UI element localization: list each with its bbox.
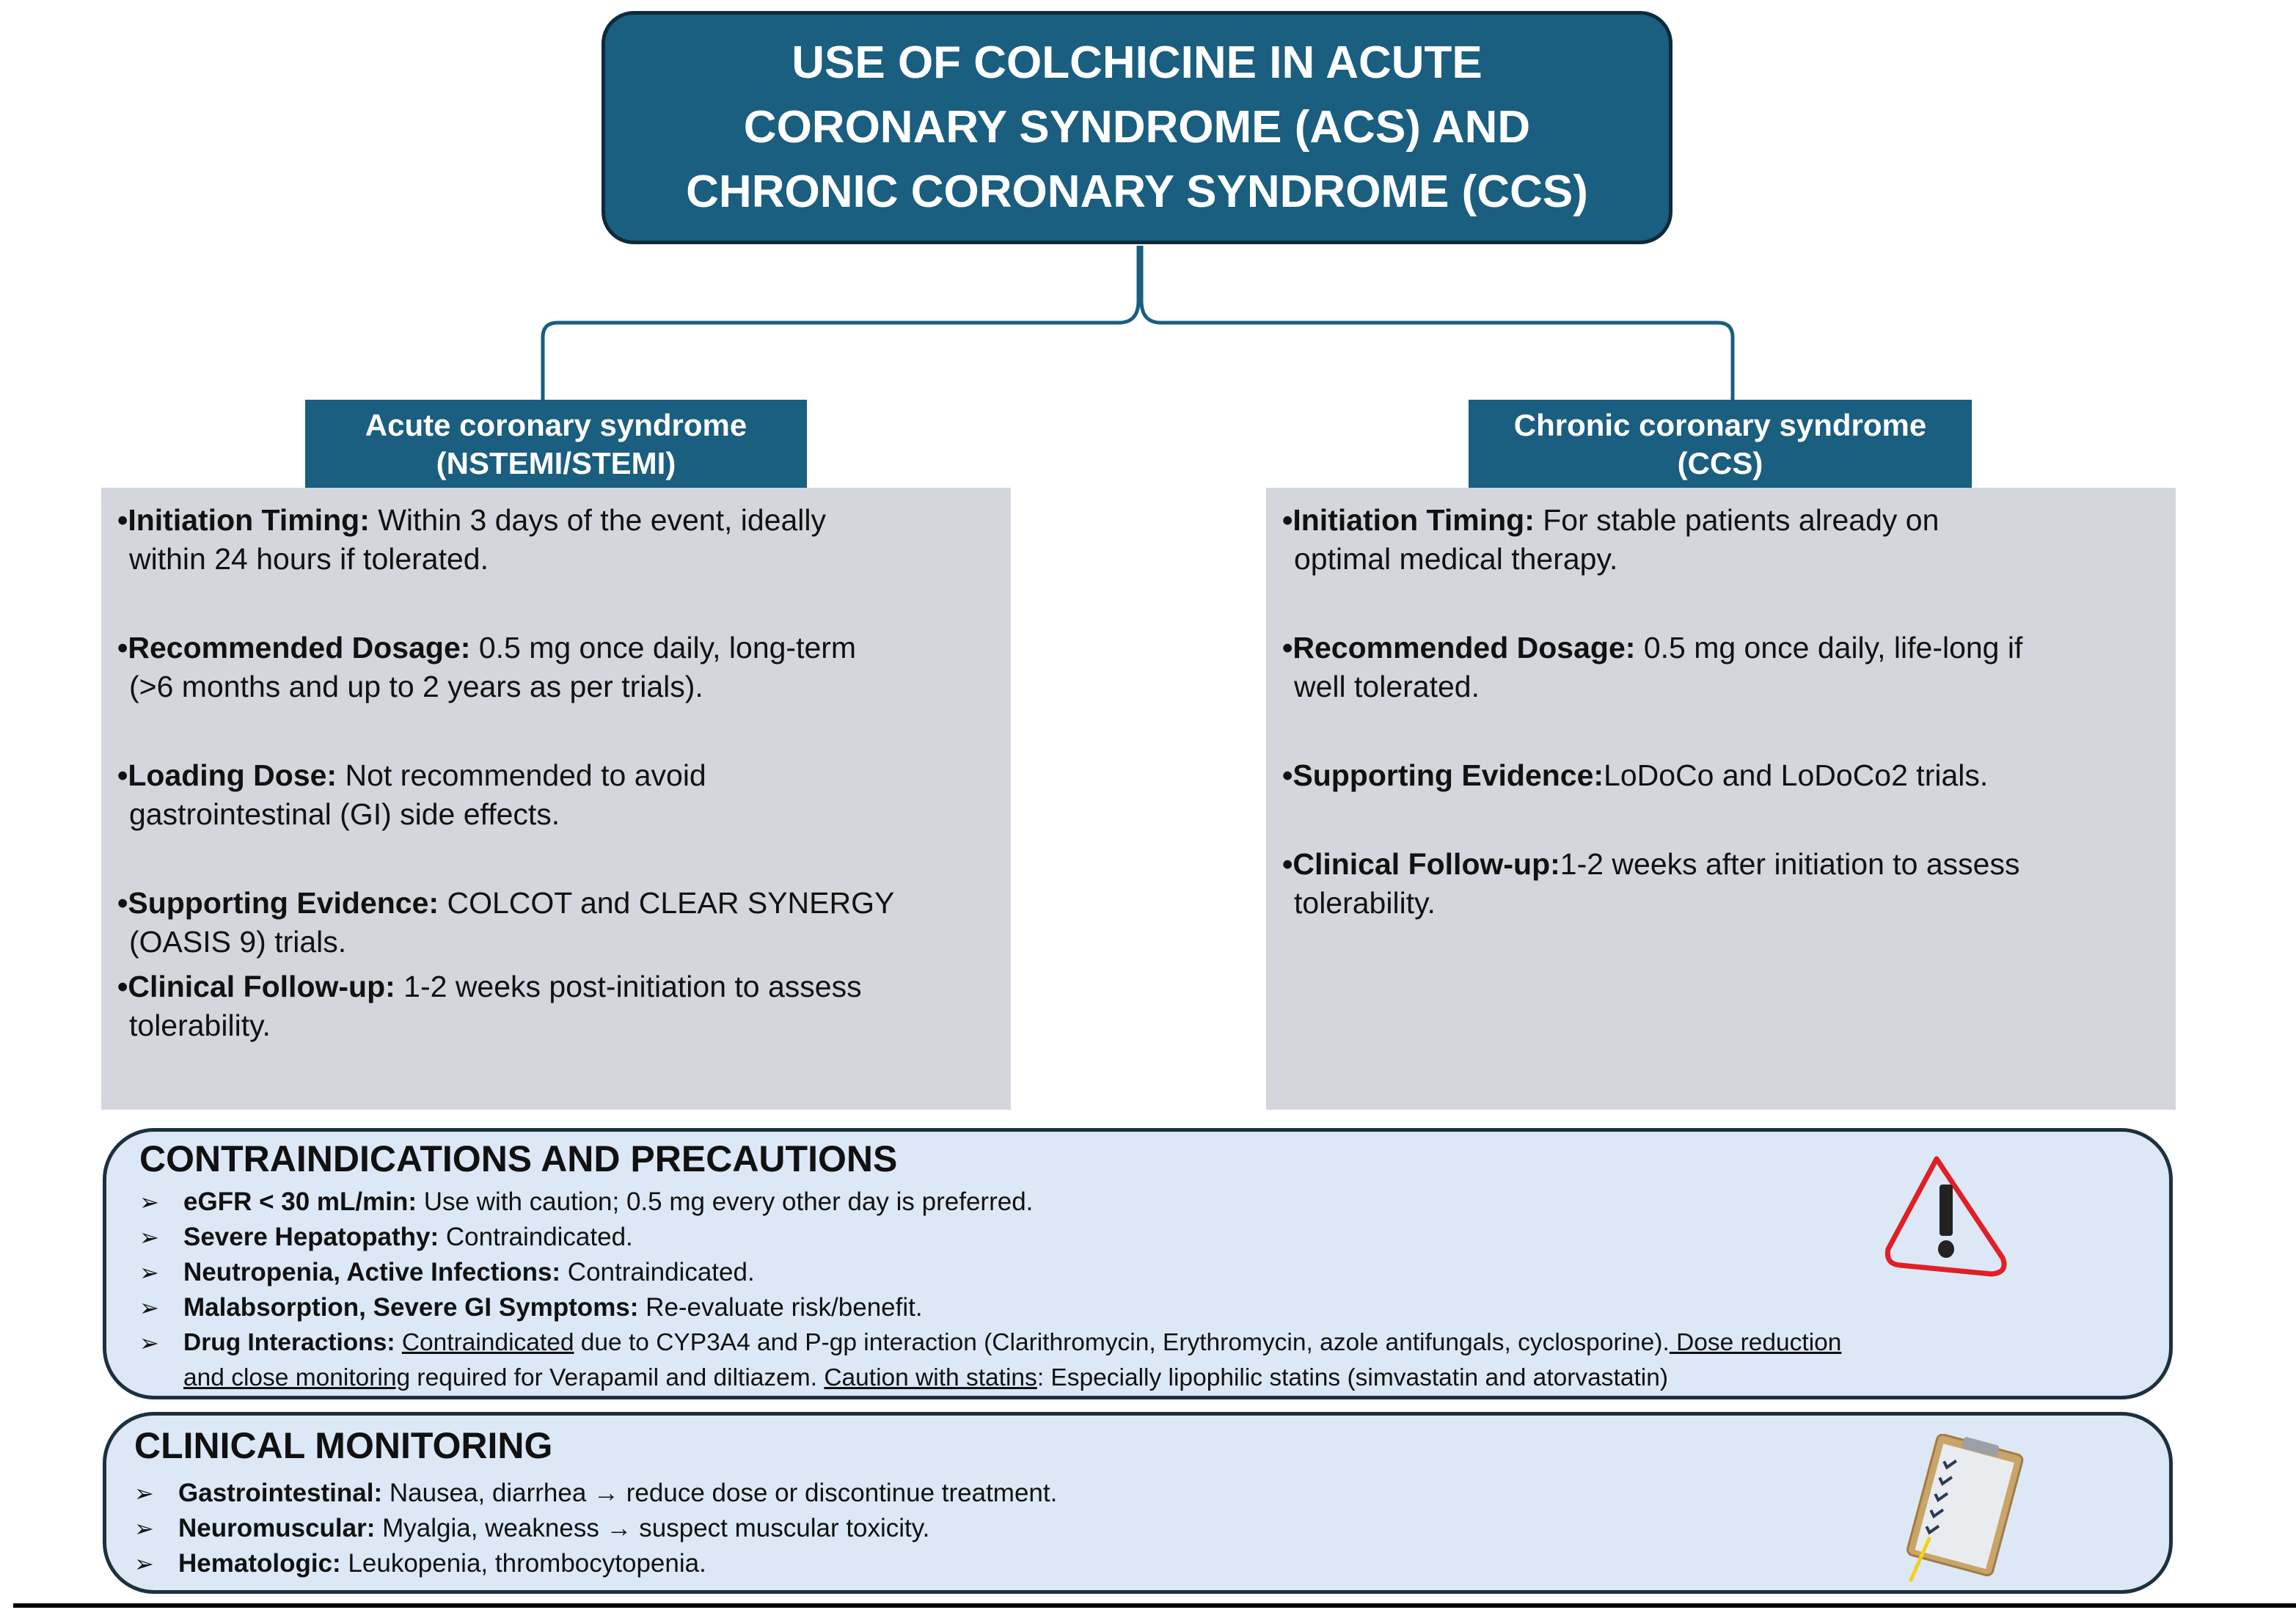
acs-panel xyxy=(101,488,1011,1110)
acs-header-line: (NSTEMI/STEMI) xyxy=(436,446,676,480)
monitoring-list xyxy=(134,1476,1895,1581)
arrow-bullet-icon: ➢ xyxy=(139,1259,159,1286)
arrow-bullet-icon: ➢ xyxy=(134,1551,154,1577)
list-item: ➢ eGFR < 30 mL/min: Use with caution; 0.5 mg every other day is preferred. xyxy=(139,1185,2149,1220)
title-line: USE OF COLCHICINE IN ACUTE xyxy=(791,37,1482,88)
clinical-monitoring-title: CLINICAL MONITORING xyxy=(134,1425,553,1466)
contraindications-box xyxy=(103,1128,2173,1399)
ccs-item: •Supporting Evidence:LoDoCo and LoDoCo2 trials. xyxy=(1282,758,1989,792)
list-item: ➢ Neutropenia, Active Infections: Contraindicated. xyxy=(139,1255,2149,1290)
list-item: ➢ Severe Hepatopathy: Contraindicated. xyxy=(139,1220,2149,1255)
arrow-bullet-icon: ➢ xyxy=(134,1515,154,1542)
arrow-bullet-icon: ➢ xyxy=(134,1480,154,1507)
list-item: ➢ Neuromuscular: Myalgia, weakness → suspect muscular toxicity. xyxy=(134,1511,1895,1546)
list-item: ➢ Hematologic: Leukopenia, thrombocytopenia. xyxy=(134,1546,1895,1581)
acs-item: •Clinical Follow-up: 1-2 weeks post-initiation to assess tolerability. xyxy=(117,970,862,1042)
clipboard-checklist-icon xyxy=(1885,1434,2032,1595)
arrow-bullet-icon: ➢ xyxy=(139,1295,159,1321)
acs-item: •Loading Dose: Not recommended to avoid gastrointestinal (GI) side effects. xyxy=(117,758,706,831)
contraindications-title: CONTRAINDICATIONS AND PRECAUTIONS xyxy=(139,1138,898,1179)
warning-icon xyxy=(1878,1148,2017,1287)
list-item: ➢ Malabsorption, Severe GI Symptoms: Re-evaluate risk/benefit. xyxy=(139,1290,2149,1325)
bottom-rule xyxy=(13,1603,2296,1608)
ccs-header-line: (CCS) xyxy=(1677,446,1763,480)
list-item-drug-interactions: ➢ Drug Interactions: Contraindicated due to CYP3A4 and P-gp interaction (Clarithromycin, Erythromycin, azole antifungals, cyclosporine). Dose reduction and close monitoring required for Verapamil and diltiazem. Caution with statins: Especially lipophilic statins (simvastatin and atorvastatin) xyxy=(139,1325,2149,1396)
acs-item: •Supporting Evidence: COLCOT and CLEAR SYNERGY (OASIS 9) trials. xyxy=(117,886,895,959)
title-line: CHRONIC CORONARY SYNDROME (CCS) xyxy=(686,166,1588,217)
arrow-bullet-icon: ➢ xyxy=(139,1189,159,1215)
ccs-item: •Recommended Dosage: 0.5 mg once daily, life-long if well tolerated. xyxy=(1282,631,2023,703)
acs-header xyxy=(305,400,807,489)
contraindications-list xyxy=(139,1185,2149,1396)
title-line: CORONARY SYNDROME (ACS) AND xyxy=(743,102,1531,153)
ccs-item: •Clinical Follow-up:1-2 weeks after initiation to assess tolerability. xyxy=(1282,847,2020,920)
arrow-bullet-icon: ➢ xyxy=(139,1330,159,1356)
list-item: ➢ Gastrointestinal: Nausea, diarrhea → reduce dose or discontinue treatment. xyxy=(134,1476,1895,1511)
acs-item: •Initiation Timing: Within 3 days of the event, ideally within 24 hours if tolerated. xyxy=(117,503,827,576)
ccs-header xyxy=(1469,400,1972,489)
connector-lines xyxy=(0,0,2296,411)
acs-item: •Recommended Dosage: 0.5 mg once daily, long-term (>6 months and up to 2 years as per trials). xyxy=(117,631,857,703)
ccs-header-line: Chronic coronary syndrome xyxy=(1513,408,1927,442)
ccs-panel xyxy=(1266,488,2176,1110)
acs-header-line: Acute coronary syndrome xyxy=(365,408,747,442)
clinical-monitoring-box xyxy=(103,1412,2173,1594)
arrow-bullet-icon: ➢ xyxy=(139,1224,159,1251)
ccs-item: •Initiation Timing: For stable patients already on optimal medical therapy. xyxy=(1282,503,1939,576)
